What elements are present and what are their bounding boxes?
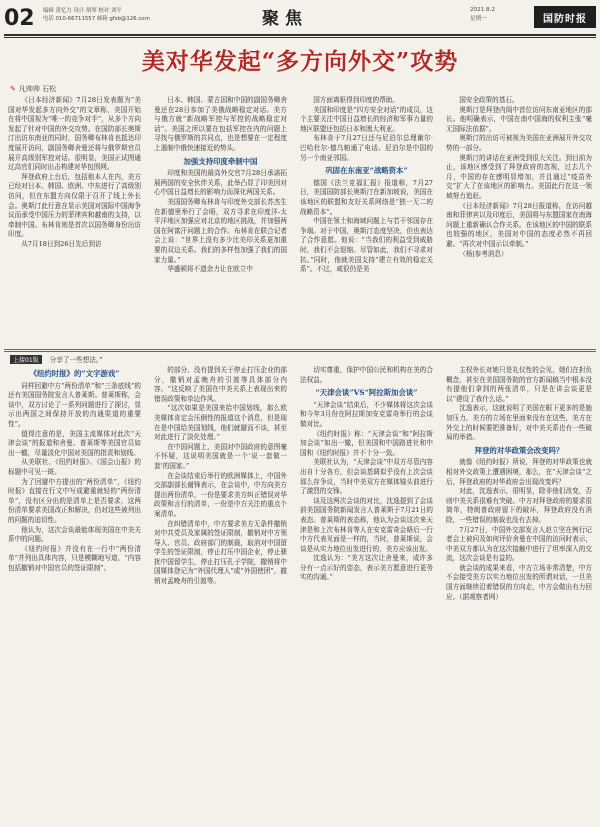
page-number: 02 [4, 6, 35, 31]
paragraph: 美国和印度是“四方安全对话”的成员，这个主要关注中国日益增长的经济和军事力量的地区联盟还包括日本和澳大利亚。 [300, 105, 433, 133]
paragraph: （杨|参考消息） [459, 249, 508, 258]
issue-date [470, 6, 495, 24]
subheading: 拜登的对华政策会改变吗？ [474, 445, 564, 455]
paragraph: 在会谈结束后举行的欧洲媒体上，中国外交部副部长谢锋表示，在会谈中，中方向美方提出两份清单，一份是要求美方纠正错误对华政策和言行的清单，一份是中方关注的重点个案清单。 [154, 471, 287, 518]
paragraph: 国方面离驱得到印度的帮助。 [313, 96, 399, 104]
contact-line: 电话 010-66711557 邮箱 gfsb@126.com [43, 16, 150, 22]
byline [10, 84, 56, 94]
article-headline: 美对华发起“多方向外交”攻势 [141, 48, 459, 75]
issue-date-text: 2021.8.2 [470, 7, 495, 13]
header-rule [4, 34, 596, 36]
paragraph: 7月27日，中国外交部发言人赵立坚在例行记者会上被问及如何评价舍曼在中国的访问时表示，中美双方都认为在这次接触中进行了坦率深入的交流，这次会谈是有益的。 [446, 525, 592, 563]
paragraph: “这次如果是美国来给中国划线，那么欧美媒体肯定会压倒性的报道这个消息，但是现在是中国给美国划线，他们就避而不谈，甚至对此进行了淡化处理。” [154, 404, 287, 442]
section-separator [4, 349, 596, 350]
header-rule-thin [4, 37, 596, 38]
subheading: “天津会谈”VS“阿拉斯加会谈” [315, 388, 418, 398]
editor-line: 编辑 黄忆力 设计 胡琴 校对 刘平 [43, 8, 122, 14]
paragraph: 奥斯汀的讲话在亚洲受到很大关注。到目前为止，该地区感受到了拜登政府的忽视，过去几个月，中国的存在感明显增加，并且通过“疫苗外交”扩大了在该地区的影响力。美国此行在这一领域努力追赶。 [446, 153, 592, 200]
issue-weekday: 星期一 [470, 16, 487, 22]
paragraph: 谈及这两次会谈的对比，沈逸提到了会谈前美国国务院新闻发言人普莱斯于7月21日的表态。普莱斯的表态称，他认为会谈这次来天津是和上次布林肯等人在安克雷奇会晤后一行中方代表见面是一样的，当时，普莱斯说，会谈是从实力地位出发进行的，美方应该出发。 [300, 496, 433, 553]
byline-authors: 凡帅帅 石松 [18, 85, 57, 93]
paragraph: 从7月18日到26日先后到访 [21, 239, 102, 248]
continued-column-3 [300, 366, 433, 822]
paragraph: 从美联社、《纽约时报》、《国会山报》的标题中可见一斑。 [8, 458, 141, 476]
paragraph: 沈逸认为：“美方这次让舍曼来，成许多分有一点示好的姿态，表示美方愿意进行更务实的沟通。” [300, 554, 433, 582]
paragraph: 中国在领土和海域问题上与若干邻国存在争端。对于中国，奥斯汀态度坚决，但也表达了合作意愿。他说：“当我们的利益受到威胁时，我们不会退缩。尽管如此，我们不寻求对抗。”同时，他就美国支持“建立有效的稳定关系”。不过，咸很仍是美 [300, 217, 433, 274]
article-column-3 [300, 96, 433, 346]
paragraph: 《日本经济新闻》7月28日报道称，在访问越南和菲律宾以及印度后，美国将与东盟国家在南海问题上重新确认合作关系。在该地区的中国的联系也较强的地区，美国对中国的态度必然不再回避。“再次对中国示以牵制。” [446, 201, 592, 248]
subheading: 加强支持印度牵制中国 [183, 156, 258, 166]
article-column-4 [446, 96, 592, 346]
paragraph: 在纠错清单中，中方要求美方无条件撤销对中共党员及家属的签证限制，撤销对中方领导人、官员、政府部门的制裁，取消对中国留学生的签证限制，停止打压中国企业，停止骚扰中国留学生，停止打压孔子学院，撤销将中国媒体登记为“外国代理人”或“外国使团”，撤销对孟晚舟的引渡等。 [154, 519, 287, 586]
continued-column-1 [8, 366, 141, 822]
paragraph: 华盛顿将不遗余力让在欧立中 [167, 265, 253, 274]
section-separator-thin [4, 351, 596, 352]
continued-column-2 [154, 366, 287, 822]
pen-icon: ✎ [10, 85, 16, 93]
continuation-bar [10, 354, 103, 364]
continued-tag: 上接01版 [10, 355, 42, 364]
editor-credits [43, 7, 150, 23]
paragraph: 切实尊重，保护中国公民和机构在美的合法权益。 [300, 366, 433, 384]
subheading: 巩固在东南亚“战略资本” [325, 166, 408, 176]
paragraph: 《纽约时报》称：“天津会谈”和“阿拉斯加会谈”如出一辙，但美国和中国路进社和中国和《纽约时报》并不十分一致。 [300, 429, 433, 457]
paragraph: 印度和美国的最高外交官7月28日承诺拓展两国的安全伙伴关系，此举凸显了印美因对心中国日益增长的影响力而深化两国关系。 [154, 169, 287, 197]
continuation-text: 分享了一些想法。” [49, 356, 103, 364]
paragraph: 同样回避中方“两份清单”和“三条底线”的还有美国国务院发言人普莱斯。普莱斯称，会谈中，双方讨论了一系列问题进行了探讨，显示出两国之间保持开放的沟通渠道的重要性”。 [8, 381, 141, 428]
paragraph: 对此，沈逸表示，很明显，除非他们改变，否则中美关系很难有突破。中方对拜登政府的要求很简单，特朗普政府留下的破坏，拜登政府没有消除，一些错误的制裁也没有去掉。 [446, 487, 592, 524]
paragraph: 美联社认为，“天津会谈”中双方尽管内容出自十分各方，但会谈基调似乎没有上次会谈那么存争议，当时中美双方在媒体镜头前进行了激烈的交锋。 [300, 458, 433, 496]
paragraph: 《纽约时报》并没有在一行中“两份清单”并列出具体内容，只是模糊地写道，“内容包括撤销对中国官员的签证限制”。 [8, 544, 141, 572]
paragraph: 为了回避中方提出的“两份清单”，《纽约时报》直接在行文中写成避重就轻的“两份清单”，没有区分出的是清单上是否要求，这两份清单要求美国改正和解决，仍对这些被列出的问题的迫切性。 [8, 477, 141, 524]
paragraph: 沈逸表示，这就说明了美国在眼下更多的是施加压力，美方的立场在里面来没有在这些，美方在外交上的时候要把准备好，对中美关系也有一些破局的举措。 [446, 404, 592, 442]
paragraph: 美国国务卿布林肯与印度外交部长苏杰生在新德里举行了会晤，双方寻求在印度洋-太平洋地区加强应对北京的地区挑战，并加强两国在阿富汗问题上的合作。布林肯在联合记者会上说：“世界上没有多少比美印关系更加重要的双边关系。我们的多样性加强了我们的国家力量。” [154, 197, 287, 264]
paragraph: 就像《纽约时报》所说，拜登的对华政策也就相对外交政策上遭遇困境，那么，在“天津会谈”之后，拜登政府的对华政府会出现改变吗？ [446, 458, 592, 486]
article-column-1 [8, 96, 141, 346]
paragraph: 布林肯于7月27日还与尼泊尔总理谢尔·巴哈杜尔·德乌帕通了电话。尼泊尔是中国的另一个南亚邻国。 [300, 134, 433, 162]
paragraph: 奥斯汀是拜登内阁中首位访问东南亚地区的部长。他明确表示，中国在南中国海的权利主张“毫无国际法依据”。 [446, 105, 592, 133]
continued-column-4 [446, 366, 592, 822]
masthead-logo: 国防时报 [534, 6, 596, 28]
subheading: 《纽约时报》的“文字游戏” [29, 369, 120, 378]
paragraph: “天津会谈”结束后，不少媒体将这次会谈和今年3月份在阿拉斯加安克雷奇举行的会谈做对比。 [300, 400, 433, 428]
paragraph: 在中国问题上，美国对中国政府的意图毫不怀疑，这说明美国就是一个‘说一套做一套’的国家。” [154, 442, 287, 470]
paragraph: 德国《法兰克福汇报》报道称，7月27日，美国国防部长奥斯汀在新加坡说，美国在该地区的联盟和友好关系网络是“独一无二的战略资本”。 [300, 178, 433, 216]
paragraph: 拜登政府上台后，包括他本人在内，美方已经对日本、韩国、欧洲、中东进行了高级别访问，但在东盟方向仅限于召开了线上外长会。奥斯汀此行意在显示美国对国际中国海争议而承受中国压力的菲律宾和越南的支持，以牵制中国。布林肯则是首次以国务卿身份出访印度。 [8, 172, 141, 239]
paragraph: 《日本经济新闻》7月28日发表题为“美国对华发起多方向外交”的文章称，美国开始在将中国视为“唯一的竞争对手”，从多个方向发起了针对中国的外交攻势。在国防部长奥斯汀出访东南亚的同时，国务卿布林肯也抵达印度展开访问，副国务卿舍曼还将与俄罗斯官员展开高级别军控对话。很明显，美国正试图通过高官们同时出击构建对华包围网。 [8, 96, 141, 172]
paragraph: 国安全政策的基石。 [459, 96, 519, 104]
paragraph: 值得注意的是，美国主流媒体对此次“天津会谈”的报道和舍曼、普莱斯等美国官员如出一辙，尽量淡化中国对美国的指责和划线。 [8, 429, 141, 457]
paragraph: 的部分、没有提到关于停止打压企业的部分，撤销对孟晚舟的引渡等具体部分内容。“这反映了美国在中美关系上表现出来的错误政策和单边作风。 [154, 366, 287, 403]
section-title: 聚焦 [262, 9, 308, 29]
paragraph: 他认为，这次会谈最能体现美国在中美关系中的问题。 [8, 525, 141, 544]
paragraph: 奥斯汀的出访可被视为美国在亚洲展开外交攻势的一部分。 [446, 134, 592, 152]
paragraph: 日本、韩国、蒙古国和中国的副国务卿舍曼还在28日参加了美俄战略稳定对话。美方与俄方就“新战略军控与军控的战略稳定对话”。美国之所以要在包括军控在内的问题上寻找与俄罗斯的共同点，也是想要在一定程度上遏制中俄快速接近的势头。 [154, 96, 287, 152]
paragraph: 就会谈的成果来看，中方立场非常清楚，中方不会接受美方以实力地位出发的所谓对话，一旦美国方面继续沿着错误的方向走，中方会做出有力回应。（据观察者网） [446, 563, 592, 601]
article-column-2 [154, 96, 287, 346]
paragraph: 主权外长对她只是礼仪性的会见，她们在担负概念，甚至在美国国务院的官方新闻稿当中根本没有提他们拿到的两张清单，只是在讲会谈更是以“建设了我什么话。” [446, 366, 592, 403]
